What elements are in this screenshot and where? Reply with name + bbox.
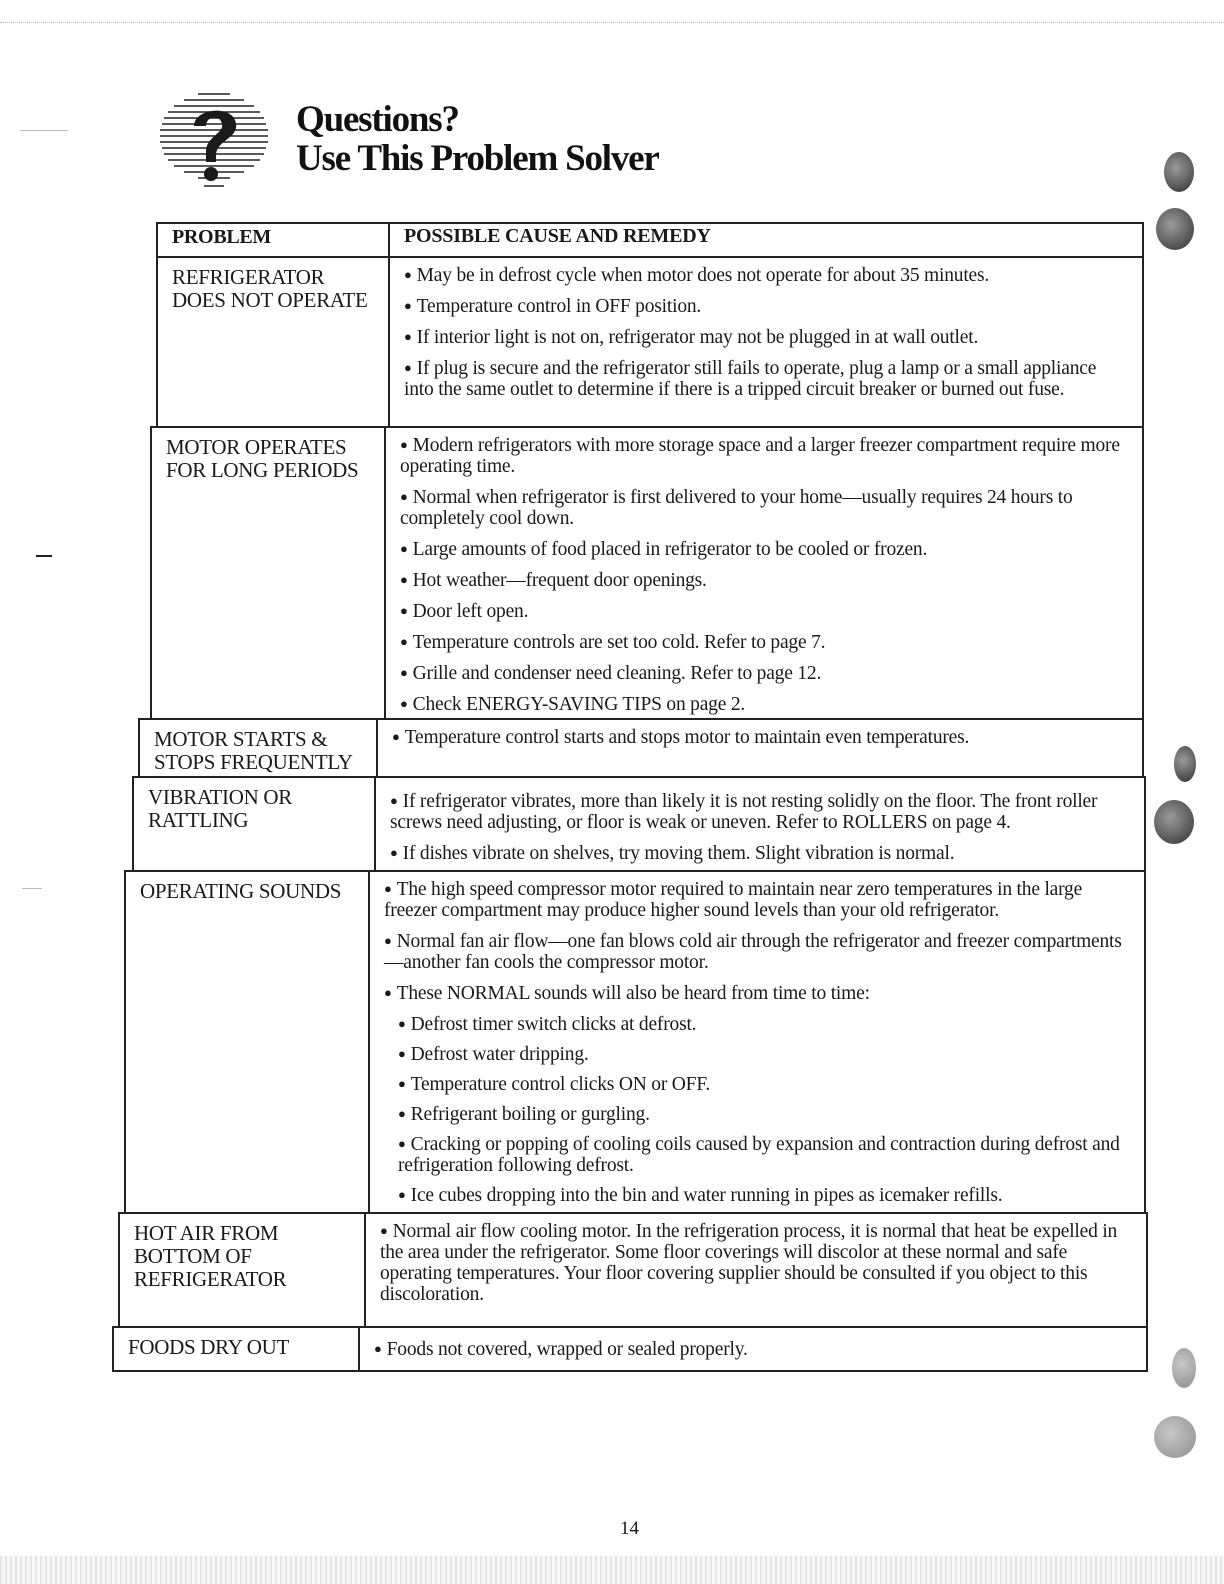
cause-cell [378,720,1142,776]
index-tab-icon [1154,800,1194,844]
cause-item: ● Normal fan air flow—one fan blows cold air through the refrigerator and freezer compartments—another fan cools the compressor motor. [384,931,1122,973]
scan-edge-bottom [0,1556,1224,1584]
cause-item: ● Normal when refrigerator is first delivered to your home—usually requires 24 hours to completely cool down. [400,487,1073,529]
table-row [150,426,1144,720]
table-row [138,718,1144,778]
problem-cell: MOTOR STARTS & STOPS FREQUENTLY [140,720,378,776]
cause-item: ● Hot weather—frequent door openings. [400,570,707,591]
problem-solver-table [112,222,1148,1374]
title-line-2: Use This Problem Solver [296,138,659,179]
problem-cell: OPERATING SOUNDS [126,872,370,1212]
cause-cell [366,1214,1146,1326]
table-row [156,256,1144,428]
sub-cause-item: ● Ice cubes dropping into the bin and water running in pipes as icemaker refills. [398,1185,1003,1206]
cause-cell [390,258,1142,426]
table-row [112,1326,1148,1372]
cause-item: ● Foods not covered, wrapped or sealed properly. [374,1339,748,1360]
cause-item: ● Normal air flow cooling motor. In the refrigeration process, it is normal that heat be expelled in the area under the refrigerator. Some floor coverings will discolor at these normal and safe operating temperatures. Your floor covering supplier should be consulted if you object to this discoloration. [380,1221,1118,1305]
question-mark-icon [158,90,270,194]
cause-item: ● May be in defrost cycle when motor does not operate for about 35 minutes. [404,265,990,286]
cause-item: ● Temperature controls are set too cold. Refer to page 7. [400,632,826,653]
problem-cell: FOODS DRY OUT [114,1328,360,1370]
problem-cell: HOT AIR FROM BOTTOM OF REFRIGERATOR [120,1214,366,1326]
table-row [118,1212,1148,1328]
scan-edge-top [0,0,1224,23]
cause-item: ● Large amounts of food placed in refrigerator to be cooled or frozen. [400,539,928,560]
index-tab-icon [1174,746,1196,782]
index-tab-icon [1156,208,1194,250]
sub-cause-item: ● Defrost water dripping. [398,1044,589,1065]
sub-cause-item: ● Cracking or popping of cooling coils caused by expansion and contraction during defrost and refrigeration following defrost. [398,1134,1120,1176]
cause-item: ● Modern refrigerators with more storage space and a larger freezer compartment require more operating time. [400,435,1120,477]
page-header [158,90,858,200]
cause-item: ● Door left open. [400,601,529,622]
problem-cell: MOTOR OPERATES FOR LONG PERIODS [152,428,386,718]
problem-cell: VIBRATION OR RATTLING [134,778,376,870]
table-header-row [156,222,1144,258]
cause-item: ● These NORMAL sounds will also be heard from time to time: [384,983,870,1004]
cause-item: ● The high speed compressor motor required to maintain near zero temperatures in the large freezer compartment may produce higher sound levels than your old refrigerator. [384,879,1083,921]
cause-item: ● Temperature control starts and stops motor to maintain even temperatures. [392,727,970,748]
cause-item: ● If refrigerator vibrates, more than likely it is not resting solidly on the floor. The front roller screws need adjusting, or floor is weak or uneven. Refer to ROLLERS on page 4. [390,791,1098,833]
cause-cell [386,428,1142,718]
cause-cell [376,778,1144,870]
cause-item: ● Grille and condenser need cleaning. Refer to page 12. [400,663,822,684]
margin-mark [36,555,52,557]
cause-cell [370,872,1144,1212]
cause-item: ● If plug is secure and the refrigerator still fails to operate, plug a lamp or a small appliance into the same outlet to determine if there is a tripped circuit breaker or burned out fuse. [404,358,1097,400]
margin-mark [22,888,42,889]
table-row [132,776,1146,872]
title-line-1: Questions? [296,99,459,140]
cause-item: ● Check ENERGY-SAVING TIPS on page 2. [400,694,746,715]
page-number: 14 [620,1518,639,1539]
cause-item: ● If dishes vibrate on shelves, try moving them. Slight vibration is normal. [390,843,955,864]
index-tab-icon [1172,1348,1196,1388]
sub-cause-item: ● Defrost timer switch clicks at defrost. [398,1014,697,1035]
table-row [124,870,1146,1214]
index-tab-icon [1164,152,1194,192]
sub-cause-item: ● Temperature control clicks ON or OFF. [398,1074,711,1095]
cause-cell [360,1328,1146,1370]
cause-item: ● If interior light is not on, refrigerator may not be plugged in at wall outlet. [404,327,979,348]
column-header-problem: PROBLEM [158,224,390,256]
cause-item: ● Temperature control in OFF position. [404,296,702,317]
sub-cause-item: ● Refrigerant boiling or gurgling. [398,1104,650,1125]
page-title [296,100,659,178]
index-tab-icon [1154,1416,1196,1458]
margin-mark [20,130,68,131]
problem-cell: REFRIGERATOR DOES NOT OPERATE [158,258,390,426]
column-header-cause: POSSIBLE CAUSE AND REMEDY [404,225,711,247]
